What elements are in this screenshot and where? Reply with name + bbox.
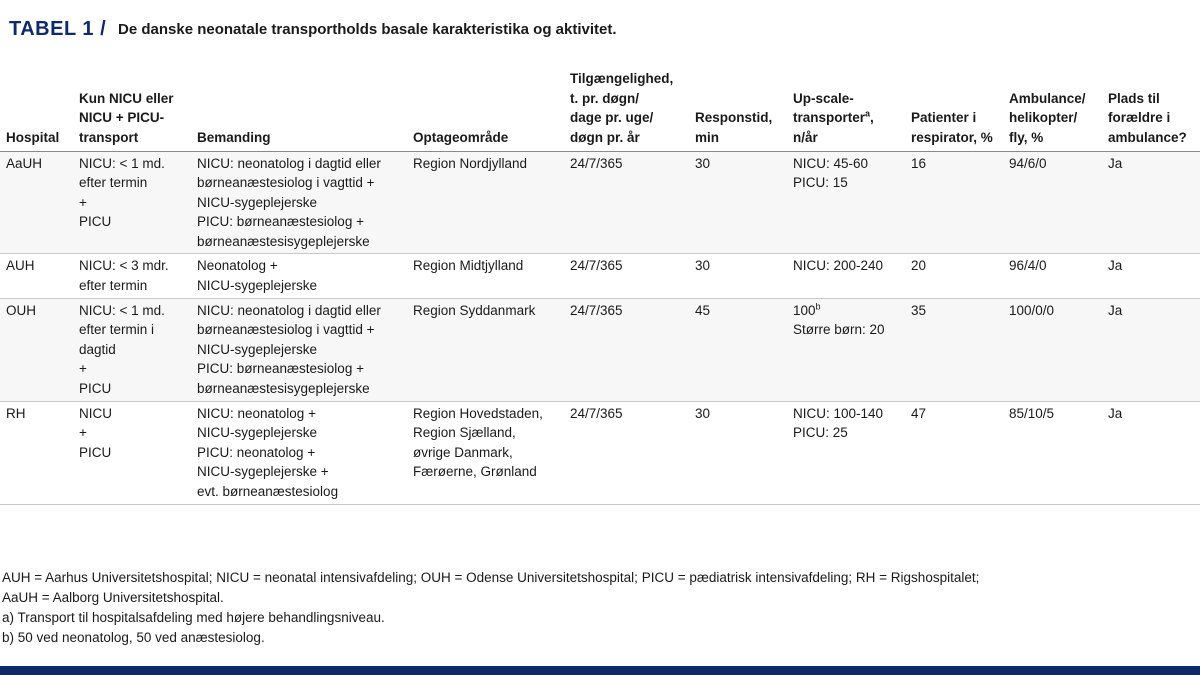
cell-line	[570, 301, 685, 321]
cell-line	[793, 154, 901, 174]
cell-line	[793, 301, 901, 321]
cell-staffing	[191, 151, 407, 254]
col-header-respirator	[905, 56, 1003, 151]
cell-respirator	[905, 151, 1003, 254]
header-line: Kun NICU eller	[79, 90, 174, 106]
cell-line	[413, 462, 560, 482]
cell-line	[197, 359, 403, 379]
cell-line	[79, 193, 187, 213]
cell-line	[79, 173, 187, 193]
cell-respirator	[905, 401, 1003, 504]
col-header-upscale	[787, 56, 905, 151]
col-header-availability	[564, 56, 689, 151]
cell-line	[79, 443, 187, 463]
cell-upscale	[787, 401, 905, 504]
cell-text: børneanæstesiolog i vagttid +	[197, 175, 375, 191]
col-header-parents	[1102, 56, 1200, 151]
cell-text: RH	[6, 405, 26, 421]
header-line: Tilgængelighed,	[570, 71, 674, 87]
cell-line	[1009, 154, 1098, 174]
cell-line	[197, 379, 403, 399]
cell-line	[6, 154, 69, 174]
cell-response	[689, 401, 787, 504]
cell-text: 24/7/365	[570, 302, 623, 318]
cell-line	[1108, 256, 1196, 276]
cell-response	[689, 298, 787, 401]
cell-area	[407, 151, 564, 254]
cell-line	[197, 340, 403, 360]
cell-line	[79, 404, 187, 424]
footnote-marker-a: a	[865, 108, 871, 119]
cell-line	[197, 443, 403, 463]
cell-text: 100/0/0	[1009, 302, 1055, 318]
cell-line	[79, 359, 187, 379]
cell-upscale	[787, 254, 905, 298]
header-line: Up-scale-	[793, 90, 854, 106]
header-line: ambulance?	[1108, 129, 1187, 145]
cell-text: NICU-sygeplejerske	[197, 194, 318, 210]
cell-text: PICU	[79, 214, 112, 230]
col-header-nicu	[73, 56, 191, 151]
cell-parents	[1102, 151, 1200, 254]
cell-line	[570, 404, 685, 424]
cell-upscale	[787, 298, 905, 401]
table-label	[9, 17, 106, 41]
cell-availability	[564, 254, 689, 298]
cell-line	[695, 154, 783, 174]
cell-line	[79, 301, 187, 321]
cell-text: NICU-sygeplejerske	[197, 341, 318, 357]
footnote-b: b) 50 ved neonatolog, 50 ved anæstesiolog.	[2, 630, 265, 645]
cell-line	[197, 404, 403, 424]
col-header-staff	[191, 56, 407, 151]
cell-transport-mode	[1003, 401, 1102, 504]
cell-line	[1009, 301, 1098, 321]
cell-line	[6, 404, 69, 424]
cell-line	[197, 482, 403, 502]
cell-text: AUH	[6, 258, 35, 274]
header-line: Ambulance/	[1009, 90, 1086, 106]
cell-line	[6, 301, 69, 321]
cell-line	[413, 301, 560, 321]
cell-line	[197, 173, 403, 193]
cell-text: NICU: neonatolog i dagtid eller	[197, 155, 381, 171]
table-row	[0, 254, 1200, 298]
cell-text: NICU	[79, 405, 112, 421]
cell-area	[407, 401, 564, 504]
cell-text: NICU: 100-140	[793, 405, 884, 421]
cell-text: 30	[695, 258, 711, 274]
table-row	[0, 298, 1200, 401]
cell-text: Større børn: 20	[793, 322, 885, 338]
cell-parents	[1102, 298, 1200, 401]
cell-line	[570, 256, 685, 276]
cell-nicu-scope	[73, 151, 191, 254]
cell-line	[79, 320, 187, 340]
cell-line	[79, 340, 187, 360]
footnote-line: AUH = Aarhus Universitetshospital; NICU = neonatal intensivafdeling; OUH = Odense Universitetshospital; PICU = pædiatrisk intensivafdeling; RH = Rigshospitalet;	[2, 570, 980, 585]
cell-respirator	[905, 298, 1003, 401]
cell-line	[793, 256, 901, 276]
cell-text: 30	[695, 405, 711, 421]
cell-line	[1009, 256, 1098, 276]
cell-line	[197, 423, 403, 443]
title-slash: /	[100, 18, 107, 40]
header-line: Responstid,	[695, 110, 773, 126]
cell-text: Neonatolog +	[197, 258, 278, 274]
cell-text: dagtid	[79, 341, 116, 357]
header-line: forældre i	[1108, 110, 1171, 126]
cell-line	[197, 301, 403, 321]
cell-text: NICU-sygeplejerske	[197, 425, 318, 441]
cell-text: Ja	[1108, 258, 1123, 274]
cell-area	[407, 298, 564, 401]
cell-text: Færøerne, Grønland	[413, 464, 537, 480]
cell-line	[911, 301, 999, 321]
footnote-line: AaUH = Aalborg Universitetshospital.	[2, 590, 224, 605]
cell-text: PICU: børneanæstesiolog +	[197, 361, 364, 377]
cell-line	[1009, 404, 1098, 424]
cell-text: efter termin	[79, 175, 148, 191]
cell-line	[1108, 154, 1196, 174]
cell-line	[570, 154, 685, 174]
cell-transport-mode	[1003, 151, 1102, 254]
cell-line	[197, 212, 403, 232]
cell-line	[413, 423, 560, 443]
table-title-bar	[0, 0, 1200, 42]
cell-text: 47	[911, 405, 927, 421]
header-line: Bemanding	[197, 129, 271, 145]
table-row	[0, 151, 1200, 254]
table-number: TABEL 1	[9, 18, 94, 40]
header-line: Patienter i	[911, 110, 977, 126]
cell-line	[1108, 404, 1196, 424]
cell-line	[911, 404, 999, 424]
header-line: NICU + PICU-	[79, 110, 165, 126]
data-table	[0, 56, 1200, 505]
header-line: fly, %	[1009, 129, 1044, 145]
cell-staffing	[191, 254, 407, 298]
cell-parents	[1102, 254, 1200, 298]
cell-line	[79, 423, 187, 443]
cell-line	[695, 256, 783, 276]
cell-text: Region Midtjylland	[413, 258, 524, 274]
cell-line	[197, 232, 403, 252]
cell-text: OUH	[6, 302, 36, 318]
header-line: helikopter/	[1009, 110, 1078, 126]
cell-line	[695, 301, 783, 321]
cell-text: PICU	[79, 444, 112, 460]
cell-staffing	[191, 401, 407, 504]
col-header-hospital	[0, 56, 73, 151]
cell-line	[6, 256, 69, 276]
cell-text: Region Hovedstaden,	[413, 405, 543, 421]
cell-text: NICU-sygeplejerske	[197, 278, 318, 294]
cell-text: AaUH	[6, 155, 43, 171]
cell-hospital	[0, 401, 73, 504]
cell-text: NICU: < 1 md.	[79, 155, 165, 171]
cell-text: Region Sjælland,	[413, 425, 516, 441]
cell-line	[793, 173, 901, 193]
cell-nicu-scope	[73, 298, 191, 401]
cell-text: 96/4/0	[1009, 258, 1047, 274]
cell-text: PICU: 15	[793, 175, 848, 191]
cell-line	[413, 443, 560, 463]
cell-text: NICU: neonatolog i dagtid eller	[197, 302, 381, 318]
cell-line	[197, 320, 403, 340]
footnote-marker-b: b	[815, 301, 821, 312]
table-caption: De danske neonatale transportholds basale karakteristika og aktivitet.	[118, 21, 617, 38]
cell-line	[197, 193, 403, 213]
col-header-transport-mode	[1003, 56, 1102, 151]
header-line: respirator, %	[911, 129, 993, 145]
header-line: n/år	[793, 129, 818, 145]
cell-text: 35	[911, 302, 927, 318]
cell-line	[793, 320, 901, 340]
cell-text: børneanæstesisygeplejerske	[197, 233, 370, 249]
cell-text: PICU: neonatolog +	[197, 444, 316, 460]
cell-text: PICU: 25	[793, 425, 848, 441]
cell-text: 20	[911, 258, 927, 274]
cell-line	[79, 154, 187, 174]
footnote-abbreviations	[2, 568, 1192, 648]
table-row	[0, 401, 1200, 504]
cell-line	[197, 154, 403, 174]
cell-line	[79, 212, 187, 232]
cell-upscale	[787, 151, 905, 254]
header-line: Optageområde	[413, 129, 509, 145]
cell-line	[79, 276, 187, 296]
header-line: døgn pr. år	[570, 129, 640, 145]
cell-text: 45	[695, 302, 711, 318]
header-line: transport	[79, 129, 139, 145]
header-line: dage pr. uge/	[570, 110, 654, 126]
cell-text: NICU: neonatolog +	[197, 405, 316, 421]
cell-hospital	[0, 298, 73, 401]
cell-respirator	[905, 254, 1003, 298]
cell-text: Ja	[1108, 155, 1123, 171]
cell-text: PICU	[79, 381, 112, 397]
cell-text: NICU: 200-240	[793, 258, 884, 274]
cell-nicu-scope	[73, 401, 191, 504]
cell-transport-mode	[1003, 254, 1102, 298]
cell-text: 24/7/365	[570, 258, 623, 274]
cell-staffing	[191, 298, 407, 401]
cell-text: NICU-sygeplejerske +	[197, 464, 329, 480]
cell-line	[79, 379, 187, 399]
cell-text: 24/7/365	[570, 155, 623, 171]
cell-line	[911, 256, 999, 276]
cell-text: Region Nordjylland	[413, 155, 528, 171]
cell-transport-mode	[1003, 298, 1102, 401]
cell-line	[413, 404, 560, 424]
cell-hospital	[0, 151, 73, 254]
cell-response	[689, 151, 787, 254]
cell-parents	[1102, 401, 1200, 504]
cell-text: 30	[695, 155, 711, 171]
cell-line	[197, 462, 403, 482]
cell-line	[197, 276, 403, 296]
cell-text: 85/10/5	[1009, 405, 1055, 421]
cell-text: +	[79, 425, 87, 441]
cell-line	[79, 256, 187, 276]
cell-text: +	[79, 194, 87, 210]
cell-line	[413, 154, 560, 174]
cell-text: evt. børneanæstesiolog	[197, 484, 339, 499]
cell-line	[793, 404, 901, 424]
header-text: transporter	[793, 110, 866, 126]
cell-text: NICU: < 3 mdr.	[79, 258, 169, 274]
cell-line	[695, 404, 783, 424]
cell-text: PICU: børneanæstesiolog +	[197, 214, 364, 230]
cell-response	[689, 254, 787, 298]
cell-line	[1108, 301, 1196, 321]
header-line: t. pr. døgn/	[570, 90, 639, 106]
col-header-area	[407, 56, 564, 151]
cell-line	[911, 154, 999, 174]
header-line: min	[695, 129, 720, 145]
header-line: Plads til	[1108, 90, 1160, 106]
cell-text: børneanæstesisygeplejerske	[197, 381, 370, 397]
col-header-response	[689, 56, 787, 151]
cell-text: efter termin i	[79, 322, 155, 338]
cell-text: efter termin	[79, 278, 148, 294]
cell-text: 16	[911, 155, 927, 171]
bottom-rule	[0, 666, 1200, 675]
footnote-a: a) Transport til hospitalsafdeling med højere behandlingsniveau.	[2, 610, 385, 625]
cell-text: NICU: < 1 md.	[79, 302, 165, 318]
cell-text: +	[79, 361, 87, 377]
cell-nicu-scope	[73, 254, 191, 298]
cell-text: 24/7/365	[570, 405, 623, 421]
cell-text: Ja	[1108, 405, 1123, 421]
cell-hospital	[0, 254, 73, 298]
cell-text: NICU: 45-60	[793, 155, 869, 171]
cell-line	[197, 256, 403, 276]
cell-text: øvrige Danmark,	[413, 444, 513, 460]
cell-line	[413, 256, 560, 276]
cell-text: Ja	[1108, 302, 1123, 318]
cell-availability	[564, 298, 689, 401]
header-line: Hospital	[6, 129, 60, 145]
cell-text: Region Syddanmark	[413, 302, 536, 318]
cell-availability	[564, 151, 689, 254]
cell-text: børneanæstesiolog i vagttid +	[197, 322, 375, 338]
cell-line	[793, 423, 901, 443]
header-row	[0, 56, 1200, 151]
cell-availability	[564, 401, 689, 504]
cell-area	[407, 254, 564, 298]
cell-text: 94/6/0	[1009, 155, 1047, 171]
cell-text: 100	[793, 302, 816, 318]
header-line: transporter$^a$,	[793, 108, 874, 126]
